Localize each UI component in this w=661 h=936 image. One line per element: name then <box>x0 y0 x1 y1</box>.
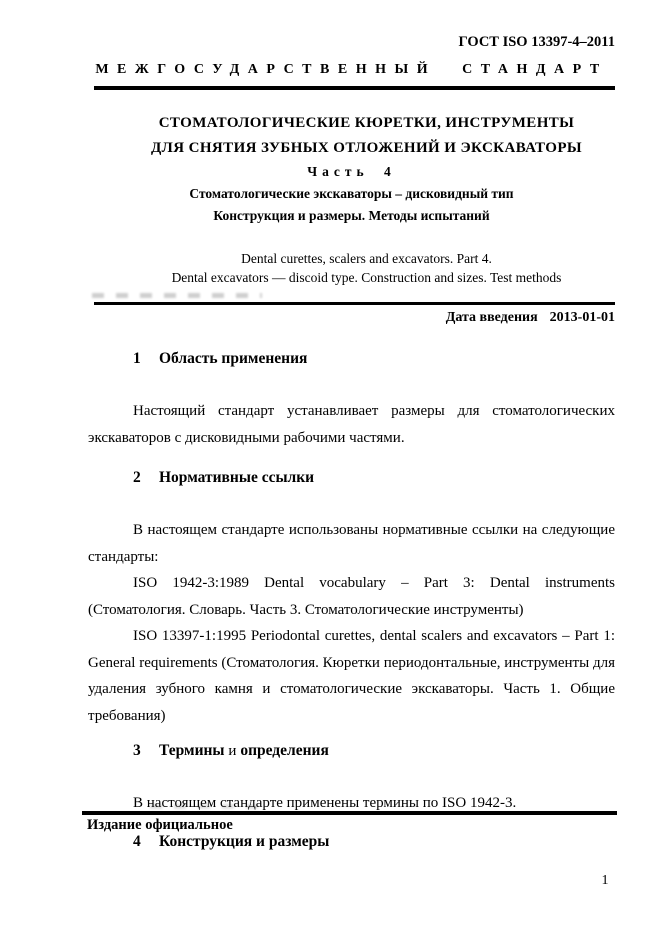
section-3-number: 3 <box>133 742 141 759</box>
scan-artifact <box>150 804 260 809</box>
section-2-reference-2: ISO 13397-1:1995 Periodontal curettes, dental scalers and excavators – Part 1: General requirements (Стоматология. Кюретки периодонтальные, инструменты для удаления зубного камня и стоматологические экскаваторы. Часть 1. Общие требования) <box>88 628 615 724</box>
effective-date-value: 2013-01-01 <box>549 310 615 325</box>
effective-date-label: Дата введения <box>445 310 538 325</box>
section-2-heading <box>88 468 615 488</box>
date-rule <box>94 302 615 305</box>
section-1-title: Область применения <box>159 350 308 367</box>
section-2-paragraph-intro: В настоящем стандарте использованы нормативные ссылки на следующие стандарты: <box>88 522 615 565</box>
section-2-reference-1: ISO 1942-3:1989 Dental vocabulary – Part 3: Dental instruments (Стоматология. Словарь. Часть 3. Стоматологические инструменты) <box>88 575 615 618</box>
section-normative-references <box>88 468 615 729</box>
section-2-number: 2 <box>133 469 141 486</box>
subtitle-ru-line2: Конструкция и размеры. Методы испытаний <box>213 208 490 223</box>
section-4-title: Конструкция и размеры <box>159 832 330 850</box>
header-rule <box>94 86 615 90</box>
section-3-heading <box>88 741 615 761</box>
section-4-number: 4 <box>133 832 141 850</box>
section-1-heading <box>88 349 615 369</box>
doc-number: ГОСТ ISO 13397-4–2011 <box>458 34 615 50</box>
title-en-line2: Dental excavators — discoid type. Construction and sizes. Test methods <box>171 270 562 285</box>
section-2-title: Нормативные ссылки <box>159 469 315 486</box>
subtitle-ru-line1: Стоматологические экскаваторы – дисковидный тип <box>189 186 514 201</box>
section-1-paragraph: Настоящий стандарт устанавливает размеры для стоматологических экскаваторов с дисковидными рабочими частями. <box>88 403 615 446</box>
section-1-number: 1 <box>133 350 141 367</box>
title-ru-line2: ДЛЯ СНЯТИЯ ЗУБНЫХ ОТЛОЖЕНИЙ И ЭКСКАВАТОРЫ <box>150 140 583 156</box>
section-3-title-conjunction: и <box>228 743 237 759</box>
section-3-title-end: определения <box>240 742 329 759</box>
title-ru-line1: СТОМАТОЛОГИЧЕСКИЕ КЮРЕТКИ, ИНСТРУМЕНТЫ <box>158 115 575 131</box>
footer-rule <box>82 811 617 815</box>
section-4-heading <box>88 832 615 852</box>
page-content <box>88 0 615 852</box>
standard-type-heading: МЕЖГОСУДАРСТВЕННЫЙ СТАНДАРТ <box>95 62 608 77</box>
official-edition-label: Издание официальное <box>87 817 233 833</box>
effective-date-line <box>88 308 615 327</box>
scan-artifact <box>92 293 262 298</box>
page-number: 1 <box>601 873 609 888</box>
part-label: Часть 4 <box>307 164 396 179</box>
title-en-line1: Dental curettes, scalers and excavators. Part 4. <box>241 251 492 266</box>
section-3-paragraph: В настоящем стандарте применены термины по ISO 1942-3. <box>133 795 517 811</box>
title-block <box>88 111 615 287</box>
section-scope <box>88 349 615 451</box>
section-3-title-start: Термины <box>159 742 225 759</box>
section-construction-sizes <box>88 832 615 852</box>
